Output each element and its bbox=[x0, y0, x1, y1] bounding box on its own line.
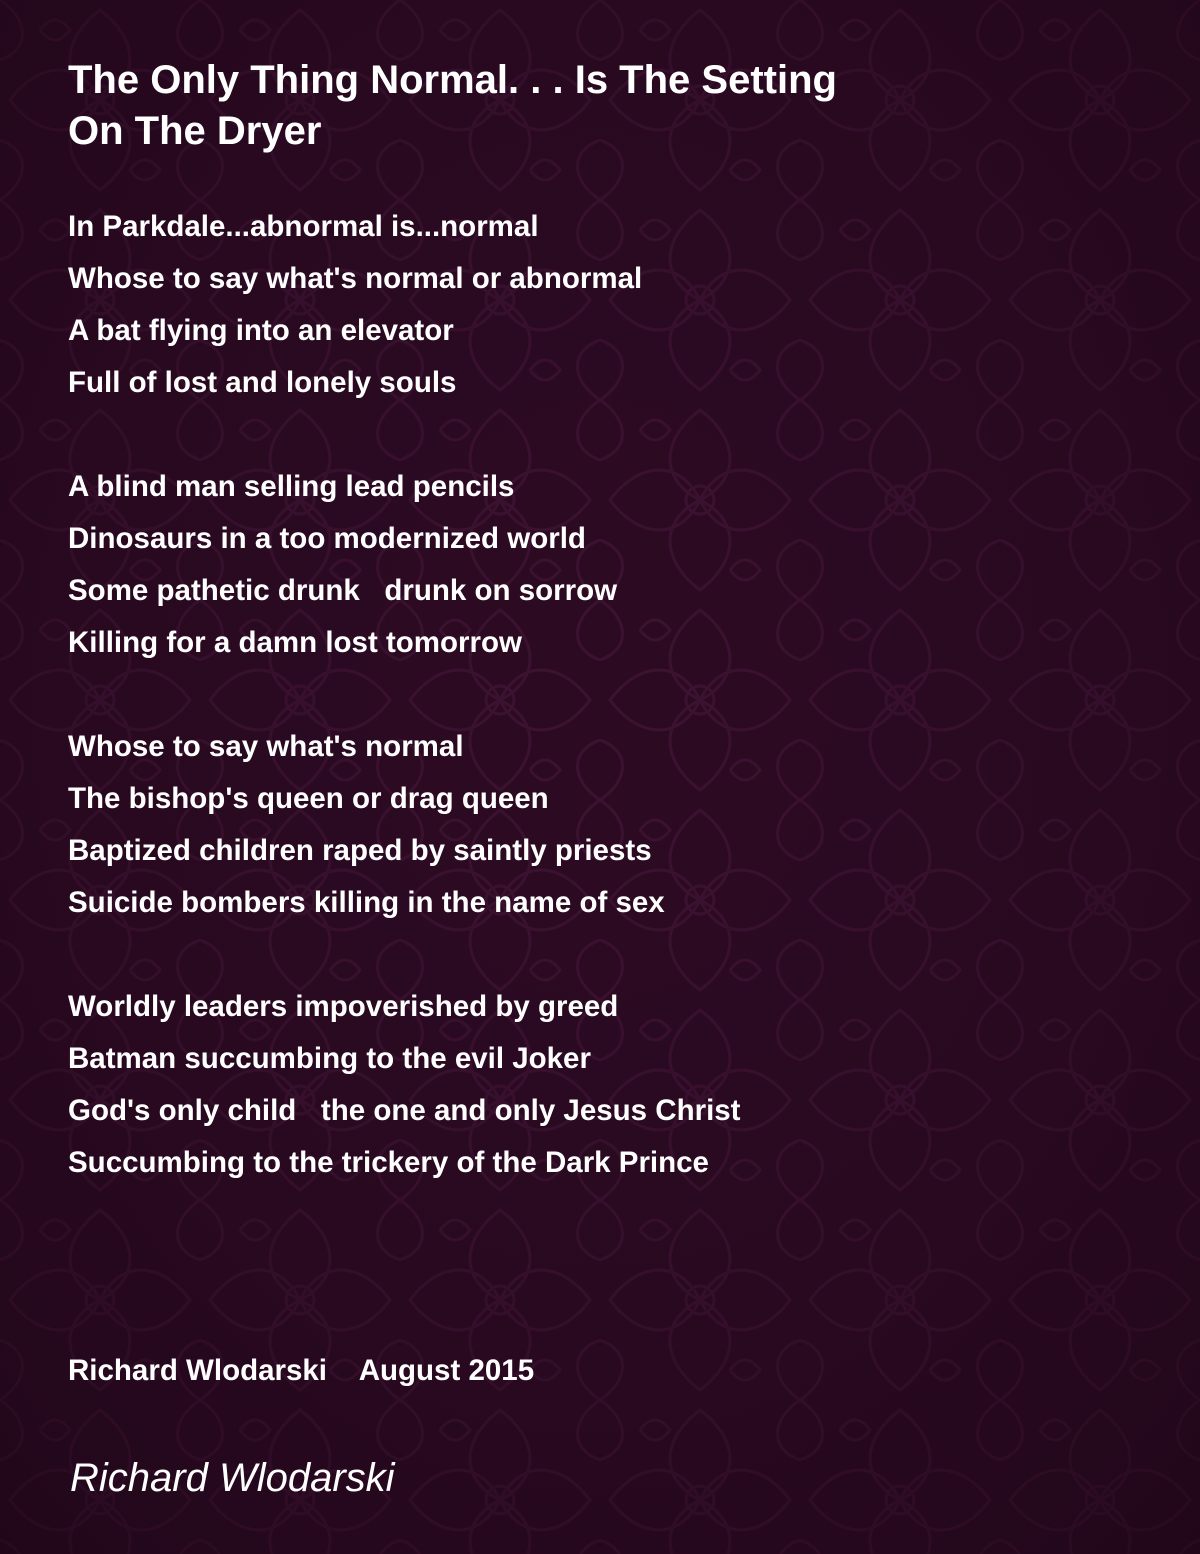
poem-line: Baptized children raped by saintly priests bbox=[68, 834, 652, 867]
poem-line: Full of lost and lonely souls bbox=[68, 366, 457, 399]
poem-line: The bishop's queen or drag queen bbox=[68, 782, 549, 815]
poem-line: Worldly leaders impoverished by greed bbox=[68, 990, 619, 1023]
poem-line: Whose to say what's normal or abnormal bbox=[68, 262, 643, 295]
poem-line: A bat flying into an elevator bbox=[68, 314, 454, 347]
poem-line: In Parkdale...abnormal is...normal bbox=[68, 210, 539, 243]
poem-signature: Richard Wlodarski August 2015 bbox=[68, 1354, 535, 1387]
poem-line: Killing for a damn lost tomorrow bbox=[68, 626, 522, 659]
stanza-2 bbox=[68, 461, 1068, 669]
poem-line: A blind man selling lead pencils bbox=[68, 470, 515, 503]
poem-line: Some pathetic drunk drunk on sorrow bbox=[68, 574, 618, 607]
poem-line: God's only child the one and only Jesus Christ bbox=[68, 1094, 741, 1127]
poem-body bbox=[68, 201, 1068, 1241]
stanza-4 bbox=[68, 981, 1068, 1189]
poem-title: The Only Thing Normal. . . Is The Setting On The Dryer bbox=[68, 58, 837, 153]
stanza-3 bbox=[68, 721, 1068, 929]
poem-line: Dinosaurs in a too modernized world bbox=[68, 522, 586, 555]
poem-line: Succumbing to the trickery of the Dark Prince bbox=[68, 1146, 709, 1179]
author-name: Richard Wlodarski bbox=[70, 1456, 395, 1500]
poem-line: Whose to say what's normal bbox=[68, 730, 464, 763]
poem-line: Suicide bombers killing in the name of sex bbox=[68, 886, 665, 919]
stanza-1 bbox=[68, 201, 1068, 409]
poem-line: Batman succumbing to the evil Joker bbox=[68, 1042, 591, 1075]
